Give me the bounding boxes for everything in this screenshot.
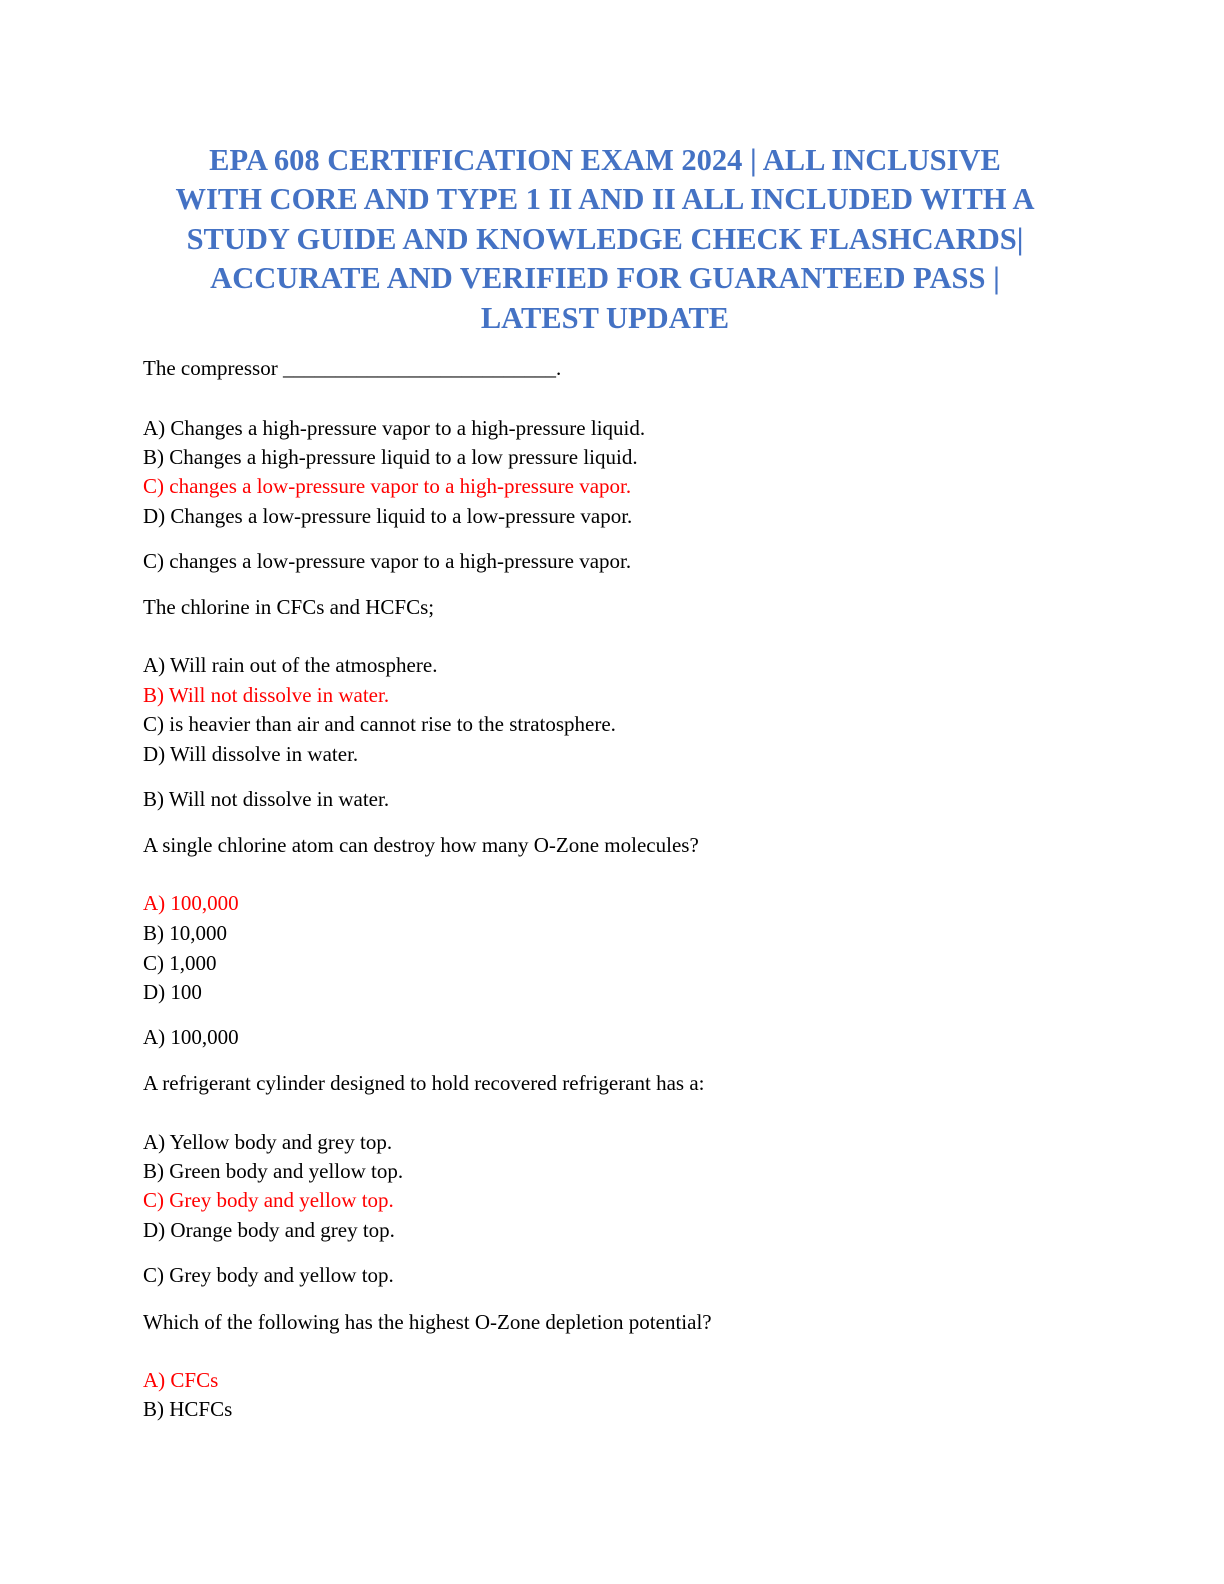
question-4-option-b: B) Green body and yellow top. [143,1159,404,1183]
question-1-option-a: A) Changes a high-pressure vapor to a high-pressure liquid. [143,416,646,440]
question-1-option-b: B) Changes a high-pressure liquid to a low pressure liquid. [143,445,638,469]
question-2-text: The chlorine in CFCs and HCFCs; [143,595,435,619]
question-5-option-b: B) HCFCs [143,1397,233,1421]
question-2-option-a: A) Will rain out of the atmosphere. [143,653,438,677]
question-4-option-c-correct: C) Grey body and yellow top. [143,1188,394,1212]
question-5-option-a-correct: A) CFCs [143,1368,219,1392]
title-line: STUDY GUIDE AND KNOWLEDGE CHECK FLASHCARDS| [186,221,1024,256]
title-line: LATEST UPDATE [480,300,730,335]
question-4-option-d: D) Orange body and grey top. [143,1218,395,1242]
title-line: EPA 608 CERTIFICATION EXAM 2024 | ALL INCLUSIVE [209,143,1001,177]
question-2-answer: B) Will not dissolve in water. [143,787,390,811]
question-5-text: Which of the following has the highest O-Zone depletion potential? [143,1310,712,1334]
question-4-answer: C) Grey body and yellow top. [143,1263,394,1287]
question-3-answer: A) 100,000 [143,1025,239,1049]
question-3-text: A single chlorine atom can destroy how many O-Zone molecules? [143,833,699,857]
question-4-option-a: A) Yellow body and grey top. [143,1130,393,1154]
title-line: WITH CORE AND TYPE 1 II AND II ALL INCLUDED WITH A [175,182,1035,217]
question-1-text: The compressor __________________________. [143,356,562,380]
question-3-option-a-correct: A) 100,000 [143,891,239,915]
question-2-option-d: D) Will dissolve in water. [143,742,359,766]
question-3-option-c: C) 1,000 [143,951,217,975]
document-title [140,141,1070,338]
question-1-option-d: D) Changes a low-pressure liquid to a low-pressure vapor. [143,504,633,528]
question-2-option-c: C) is heavier than air and cannot rise to the stratosphere. [143,712,616,736]
question-3-option-b: B) 10,000 [143,921,227,945]
question-3-option-d: D) 100 [143,980,202,1004]
question-1-answer: C) changes a low-pressure vapor to a high-pressure vapor. [143,549,632,573]
question-1-option-c-correct: C) changes a low-pressure vapor to a high-pressure vapor. [143,474,632,498]
question-4-text: A refrigerant cylinder designed to hold recovered refrigerant has a: [143,1071,705,1095]
question-2-option-b-correct: B) Will not dissolve in water. [143,683,390,707]
title-line: ACCURATE AND VERIFIED FOR GUARANTEED PASS | [210,261,1000,296]
